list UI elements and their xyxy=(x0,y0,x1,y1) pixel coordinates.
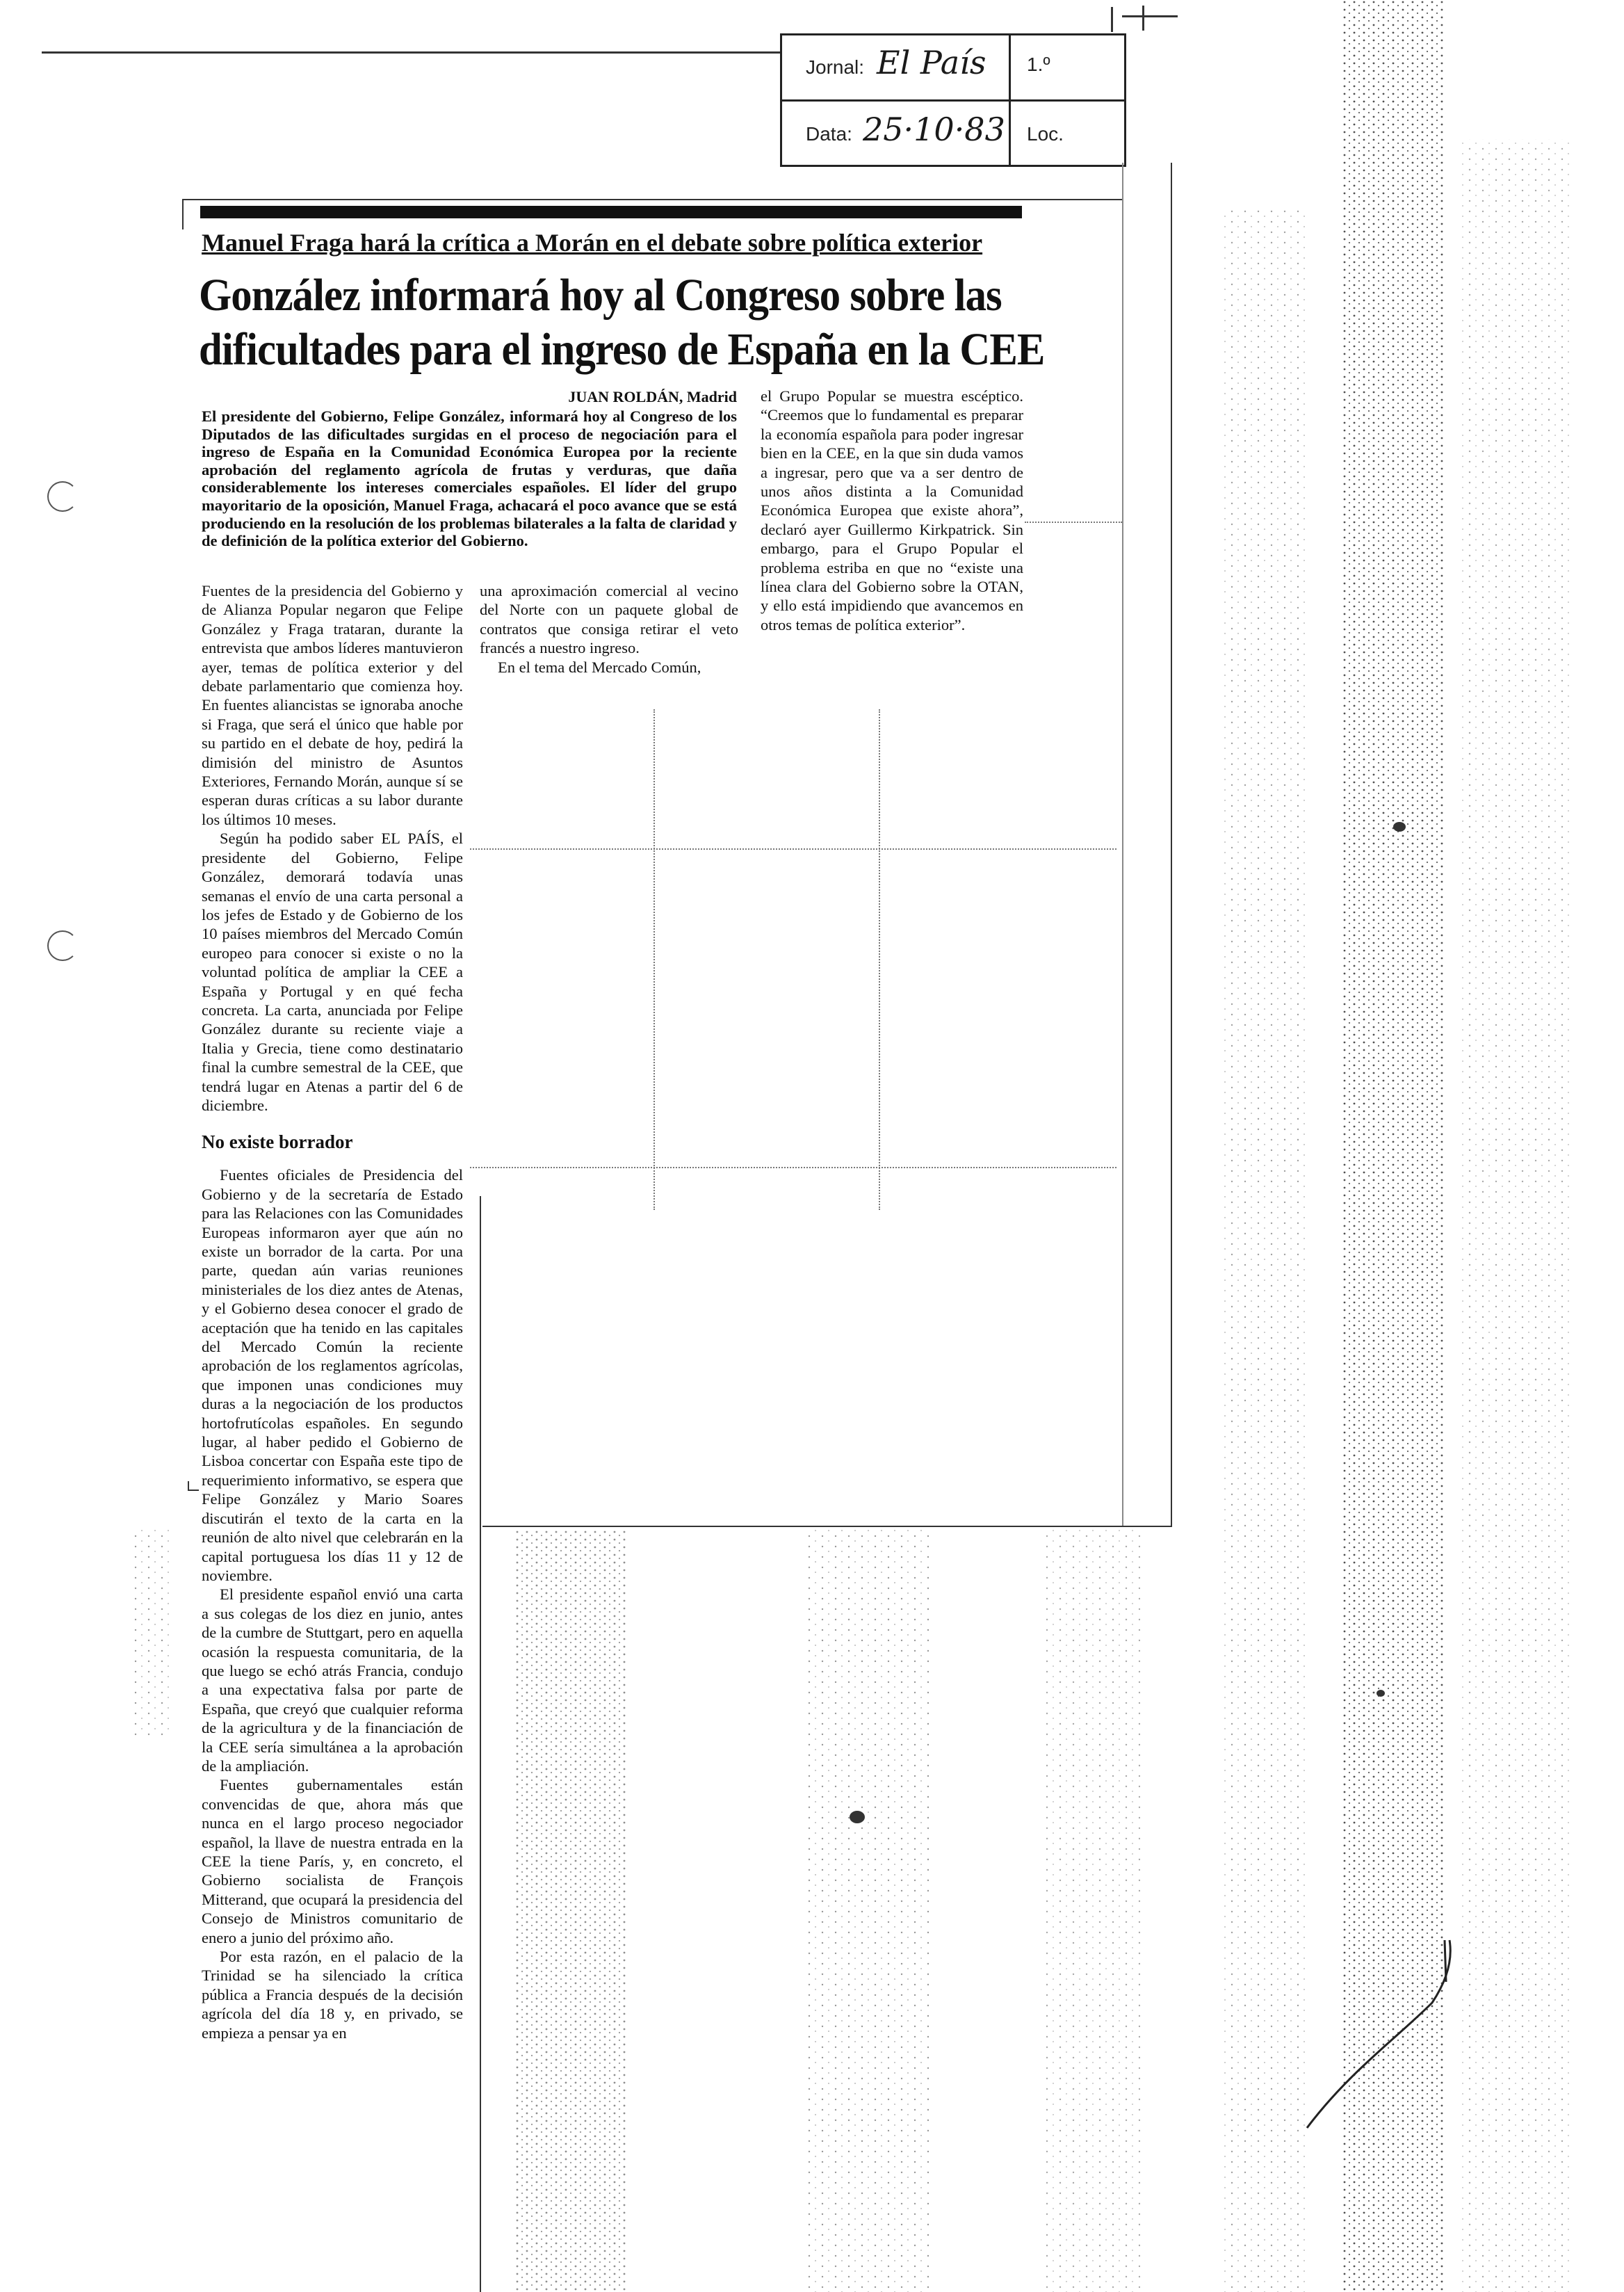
col2-paragraph-2: En el tema del Mercado Común, xyxy=(498,658,701,676)
loc-label: Loc. xyxy=(1027,123,1064,145)
page-value: 1.º xyxy=(1027,54,1050,75)
col1-paragraph-6: Por esta razón, en el palacio de la Trinidad se ha silenciado la crítica pública a Francia después de la decisión agrícola del día 18 y, en privado, se empieza a pensar ya en xyxy=(202,1948,463,2042)
column-3-text: el Grupo Popular se muestra escéptico. “Creemos que lo fundamental es preparar la economía española para poder ingresar bien en la CEE, en la que sin duda vamos a ingresar, pero que va a ser dentro de unos años distinta a la Comunidad Económica Europea que existe ahora”, declaró ayer Guillermo Kirkpatrick. Sin embargo, para el Grupo Popular el problema estriba en que no “existe una línea clara del Gobierno sobre la OTAN, y ello está impidiendo que avancemos en otros temas de política exterior”. xyxy=(761,387,1023,633)
speck-1 xyxy=(1393,822,1406,832)
speck-2 xyxy=(850,1811,865,1823)
headline-line-2: dificultades para el ingreso de España en la CEE xyxy=(199,324,1045,375)
col1-paragraph-5: Fuentes gubernamentales están convencidas de que, ahora más que nunca en el largo proceso negociador español, la llave de nuestra entrada en la CEE la tiene París, y, en concreto, el Gobierno socialista de François Mitterand, que ocupará la presidencia del Consejo de Ministros comunitario de enero a junio del próximo año. xyxy=(202,1776,463,1946)
col2-paragraph-1: una aproximación comercial al vecino del Norte con un paquete global de contratos que consiga retirar el veto francés a nuestro ingreso. xyxy=(480,582,738,657)
data-value: 25·10·83 xyxy=(863,111,1005,148)
kicker: Manuel Fraga hará la crítica a Morán en el debate sobre política exterior xyxy=(202,229,983,257)
speck-3 xyxy=(1377,1690,1385,1697)
col1-paragraph-1: Fuentes de la presidencia del Gobierno y de Alianza Popular negaron que Felipe González y Fraga trataran, durante la entrevista que ambos líderes mantuvieron ayer, temas de política exterior y del debate parlamentario que comienza hoy. En fuentes aliancistas se ignoraba anoche si Fraga, que será el único que hable por su partido en el debate de hoy, pedirá la dimisión del ministro de Asuntos Exteriores, Fernando Morán, aunque sí se esperan duras críticas a su labor durante los últimos 10 meses. xyxy=(202,582,463,828)
byline: JUAN ROLDÁN, Madrid xyxy=(568,388,737,405)
subhead: No existe borrador xyxy=(202,1131,353,1153)
headline-line-1: González informará hoy al Congreso sobre las xyxy=(199,270,1002,321)
jornal-label: Jornal: xyxy=(806,56,865,78)
jornal-value: El País xyxy=(877,44,986,81)
col1-paragraph-2: Según ha podido saber EL PAÍS, el presidente del Gobierno, Felipe González, demorará todavía unas semanas el envío de una carta personal a los jefes de Estado y de Gobierno de los 10 países miembros del Mercado Común europeo para conocer si existe o no la voluntad política de ampliar la CEE a España y Portugal y en qué fecha concreta. La carta, anunciada por Felipe González durante su reciente viaje a Italia y Grecia, tiene como destinatario final la cumbre semestral de la CEE, que tendrá lugar en Atenas a partir del 6 de diciembre. xyxy=(202,830,463,1114)
data-label: Data: xyxy=(806,123,852,145)
col1-paragraph-3: Fuentes oficiales de Presidencia del Gobierno y de la secretaría de Estado para las Relaciones con las Comunidades Europeas informaron ayer que aún no existe un borrador de la carta. Por una parte, quedan aún varias reuniones ministeriales de los diez antes de Atenas, y el Gobierno desea conocer el grado de aceptación que ha tenido en las capitales del Mercado Común la reciente aprobación de los reglamentos agrícolas, que imponen unas condiciones muy duras a la negociación de los productos hortofrutícolas españoles. En segundo lugar, al haber pedido el Gobierno de Lisboa concertar con España este tipo de requerimiento informativo, se espera que Felipe González y Mario Soares discutirán el texto de la carta en la reunión de alto nivel que celebrarán en la capital portuguesa los días 11 y 12 de noviembre. xyxy=(202,1166,463,1584)
lead-paragraph: El presidente del Gobierno, Felipe González, informará hoy al Congreso de los Diputados de las dificultades surgidas en el proceso de negociación para el ingreso de España en la Comunidad Económica Europea por la reciente aprobación del reglamento agrícola de frutas y verduras, que daña considerablemente los intereses comerciales españoles. El líder del grupo mayoritario de la oposición, Manuel Fraga, achacará el poco avance que se está produciendo en la resolución de los problemas bilaterales a la falta de claridad y de definición de la política exterior del Gobierno. xyxy=(202,407,737,550)
col1-paragraph-4: El presidente español envió una carta a sus colegas de los diez en junio, antes de la cumbre de Stuttgart, pero en aquella ocasión la respuesta comunitaria, de la que luego se echó atrás Francia, condujo a una expectativa falsa por parte de España, que creyó que cualquier reforma de la agricultura y de la financiación de la CEE sería simultánea a la aprobación de la ampliación. xyxy=(202,1585,463,1775)
